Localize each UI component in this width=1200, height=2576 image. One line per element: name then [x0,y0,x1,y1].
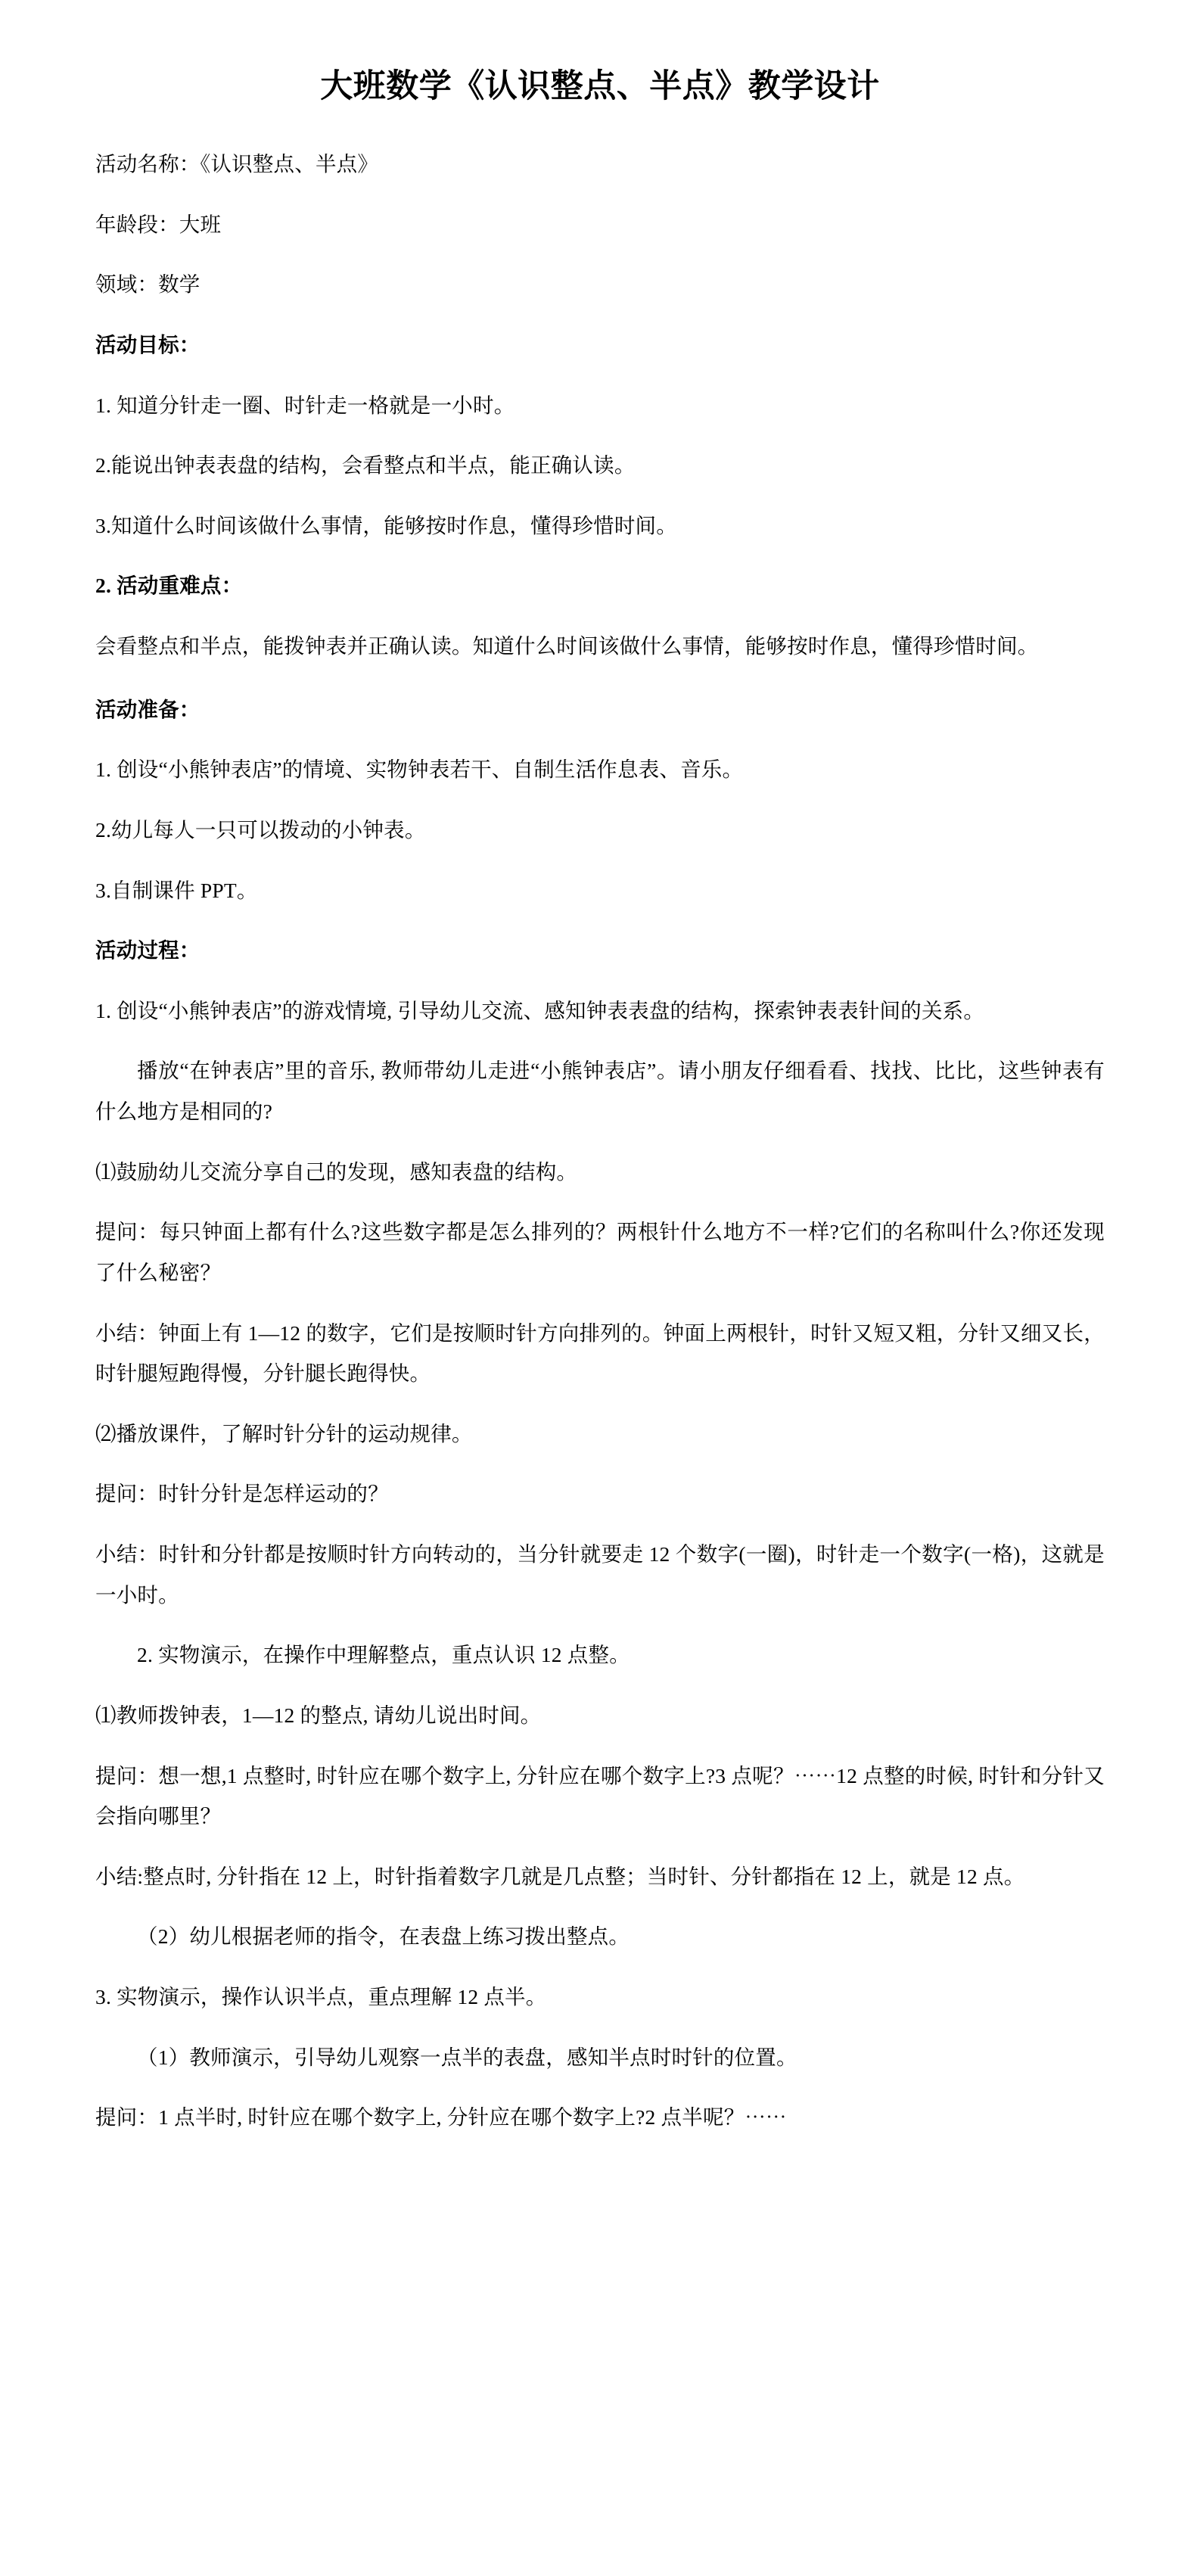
objective-item-2: 2.能说出钟表表盘的结构，会看整点和半点，能正确认读。 [95,453,636,478]
preparation-item-2: 2.幼儿每人一只可以拨动的小钟表。 [95,817,426,842]
process-list [95,991,1105,2138]
activity-name-line: 活动名称：《认识整点、半点》 [95,152,379,176]
step-2-2: （2）幼儿根据老师的指令，在表盘上练习拨出整点。 [137,1924,630,1949]
heading-objectives: 活动目标： [95,332,201,356]
step-1-narration: 播放“在钟表店”里的音乐, 教师带幼儿走进“小熊钟表店”。请小朋友仔细看看、找找、比比，这些钟表有什么地方是相同的? [95,1059,1105,1124]
step-1-summary-1: 小结：钟面上有 1—12 的数字，它们是按顺时针方向排列的。钟面上两根针，时针又短又粗，分针又细又长，时针腿短跑得慢，分针腿长跑得快。 [95,1321,1105,1386]
step-2-summary-1: 小结:整点时, 分针指在 12 上，时针指着数字几就是几点整；当时针、分针都指在 12 上，就是 12 点。 [95,1864,1025,1888]
step-1-question-1: 提问：每只钟面上都有什么?这些数字都是怎么排列的？两根针什么地方不一样?它们的名称叫什么?你还发现了什么秘密？ [95,1220,1105,1284]
step-3-question-1: 提问：1 点半时, 时针应在哪个数字上, 分针应在哪个数字上?2 点半呢？⋯⋯ [95,2105,787,2130]
step-1-summary-2: 小结：时针和分针都是按顺时针方向转动的，当分针就要走 12 个数字(一圈)，时针走一个数字(一格)，这就是一小时。 [95,1542,1105,1607]
step-2-question-1: 提问：想一想,1 点整时, 时针应在哪个数字上, 分针应在哪个数字上?3 点呢？⋯⋯12 点整的时候, 时针和分针又会指向哪里？ [95,1763,1105,1828]
step-3-1: （1）教师演示，引导幼儿观察一点半的表盘，感知半点时时针的位置。 [137,2045,797,2069]
field-line: 领域：数学 [95,272,201,297]
preparation-item-1: 1. 创设“小熊钟表店”的情境、实物钟表若干、自制生活作息表、音乐。 [95,758,744,782]
heading-preparation: 活动准备： [95,697,201,721]
step-1-2: ⑵播放课件，了解时针分针的运动规律。 [95,1421,473,1445]
heading-process: 活动过程： [95,938,201,963]
preparation-item-3: 3.自制课件 PPT。 [95,878,258,902]
objective-item-3: 3.知道什么时间该做什么事情，能够按时作息，懂得珍惜时间。 [95,513,677,537]
step-2-1: ⑴教师拨钟表，1—12 的整点, 请幼儿说出时间。 [95,1703,542,1727]
age-group-line: 年龄段：大班 [95,212,222,236]
page-title: 大班数学《认识整点、半点》教学设计 [320,69,880,104]
heading-key-difficulty: 2. 活动重难点： [95,574,243,598]
objective-item-1: 1. 知道分针走一圈、时针走一格就是一小时。 [95,393,515,417]
step-3: 3. 实物演示，操作认识半点，重点理解 12 点半。 [95,1985,547,2009]
step-1-1: ⑴鼓励幼儿交流分享自己的发现，感知表盘的结构。 [95,1159,578,1184]
key-difficulty-body: 会看整点和半点，能拨钟表并正确认读。知道什么时间该做什么事情，能够按时作息，懂得珍惜时间。 [95,634,1039,658]
step-1: 1. 创设“小熊钟表店”的游戏情境, 引导幼儿交流、感知钟表表盘的结构，探索钟表表针间的关系。 [95,998,985,1022]
step-2: 2. 实物演示，在操作中理解整点，重点认识 12 点整。 [137,1643,630,1667]
step-1-question-2: 提问：时针分针是怎样运动的？ [95,1482,389,1506]
